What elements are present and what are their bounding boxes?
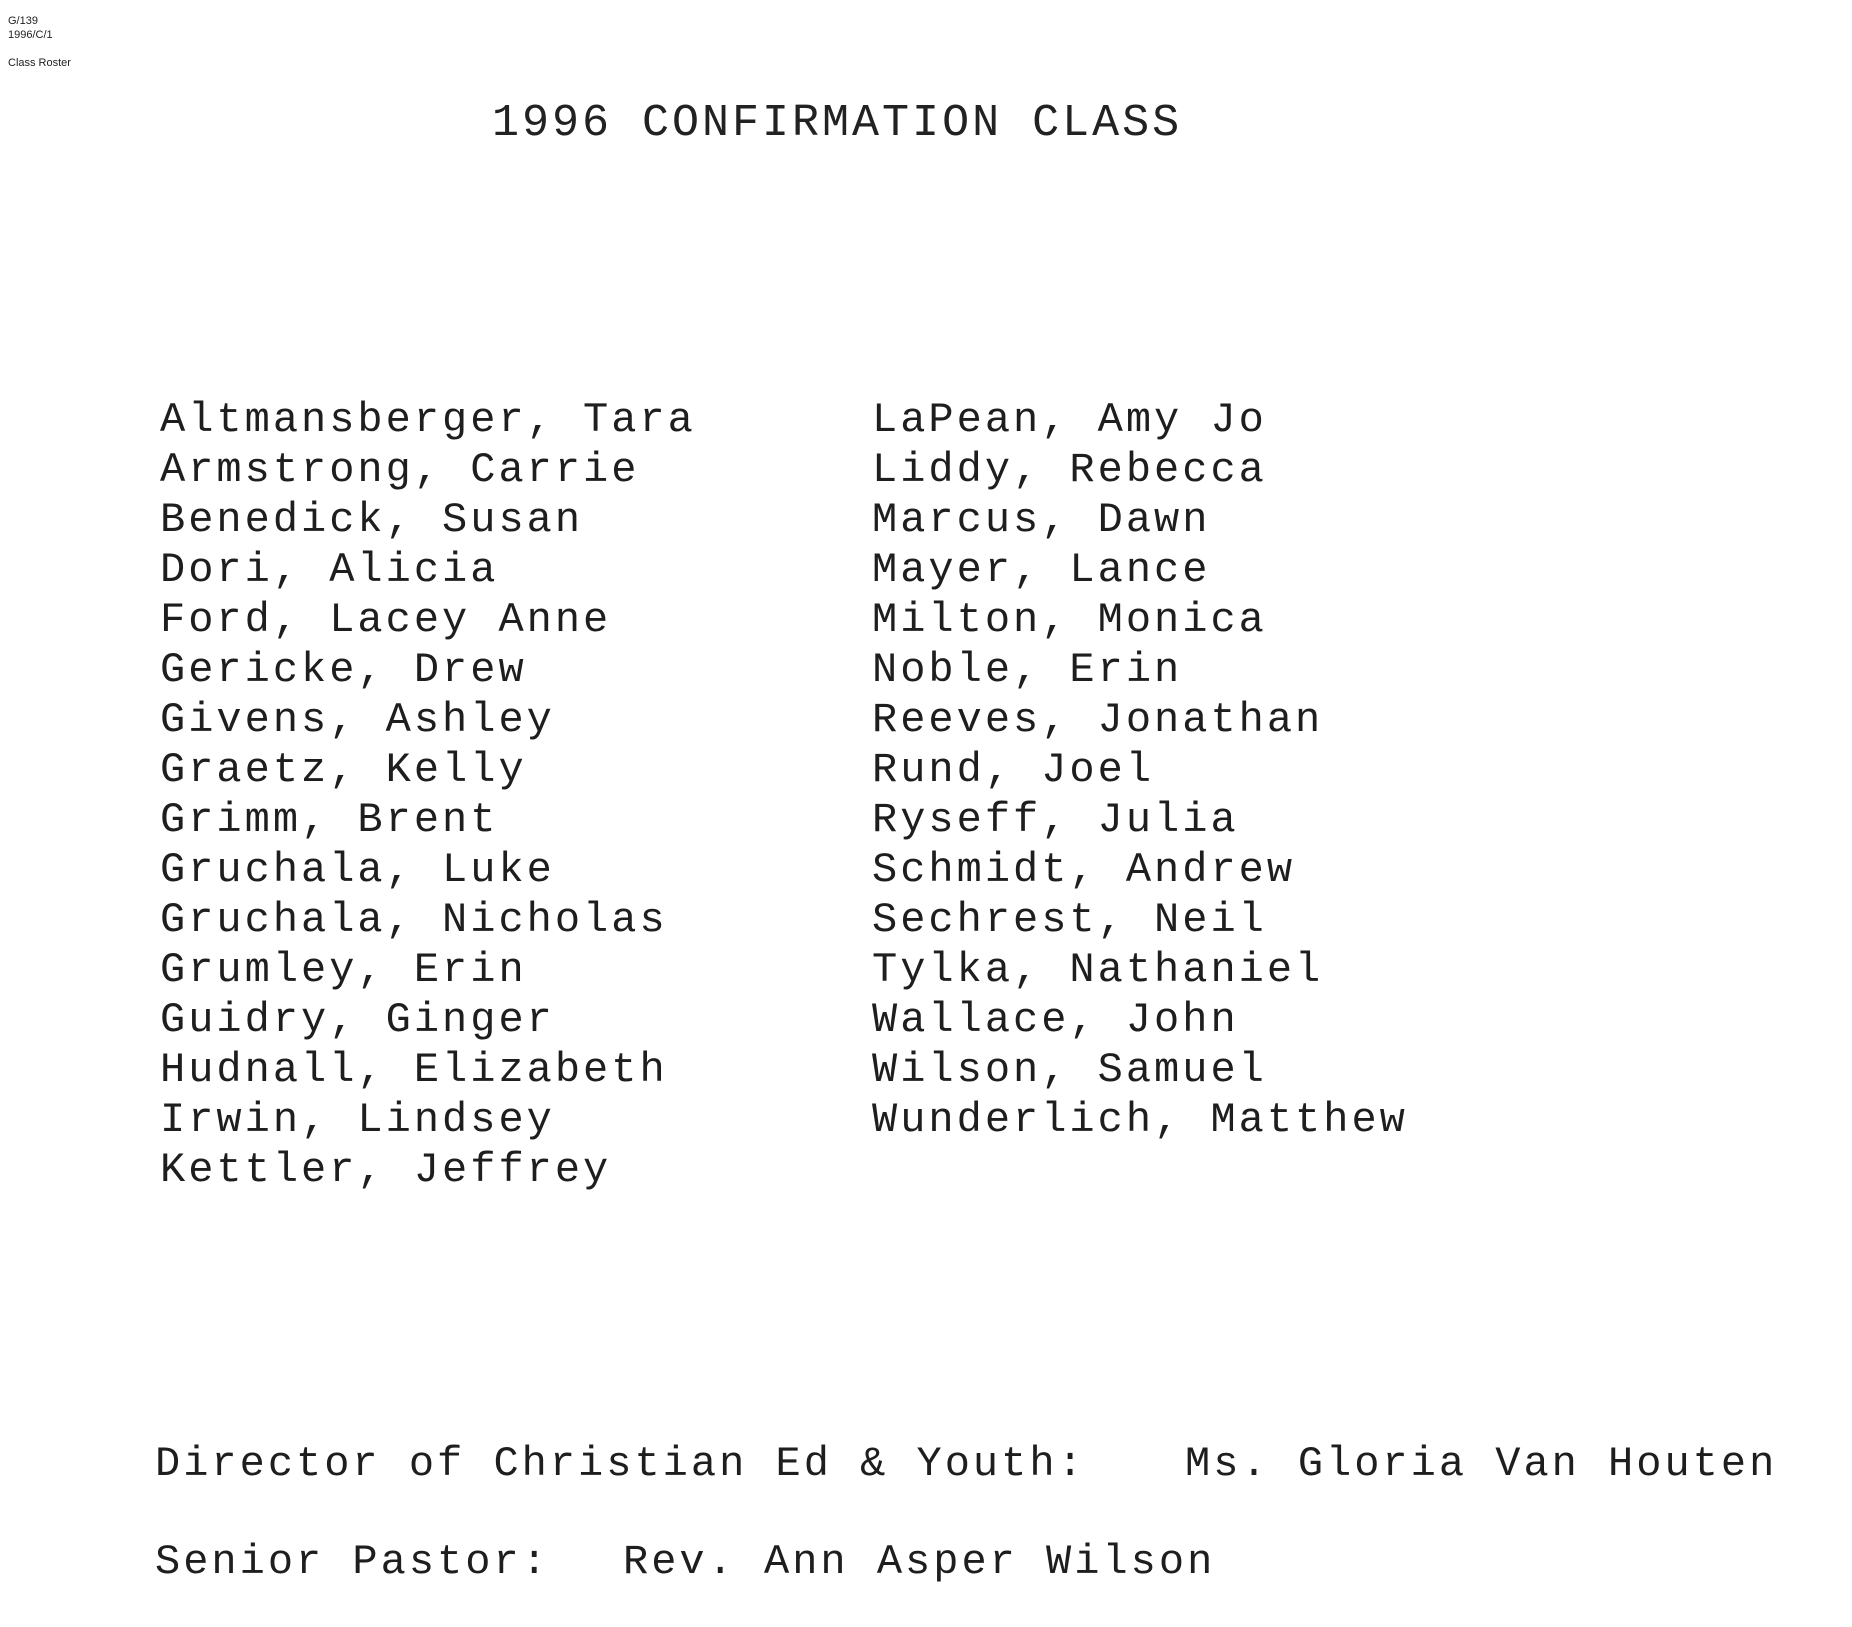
roster-name: Grumley, Erin — [160, 946, 527, 994]
page-title: 1996 CONFIRMATION CLASS — [492, 98, 1183, 149]
director-role: Director of Christian Ed & Youth: — [155, 1440, 1086, 1488]
roster-name: Ford, Lacey Anne — [160, 596, 612, 644]
archive-label: Class Roster — [8, 57, 71, 69]
roster-name: Kettler, Jeffrey — [160, 1146, 612, 1194]
roster-name: Dori, Alicia — [160, 546, 499, 594]
roster-name: Ryseff, Julia — [872, 796, 1239, 844]
roster-right-column — [872, 395, 1408, 1145]
roster-name: Guidry, Ginger — [160, 996, 555, 1044]
roster-name: Rund, Joel — [872, 746, 1155, 794]
roster-name: Grimm, Brent — [160, 796, 499, 844]
roster-left-column — [160, 395, 696, 1195]
roster-name: Tylka, Nathaniel — [872, 946, 1324, 994]
roster-name: LaPean, Amy Jo — [872, 396, 1267, 444]
roster-name: Graetz, Kelly — [160, 746, 527, 794]
roster-name: Wilson, Samuel — [872, 1046, 1267, 1094]
roster-name: Givens, Ashley — [160, 696, 555, 744]
roster-name: Noble, Erin — [872, 646, 1183, 694]
roster-name: Marcus, Dawn — [872, 496, 1211, 544]
pastor-role: Senior Pastor: — [155, 1538, 550, 1586]
archive-spacer — [8, 42, 71, 56]
roster-name: Milton, Monica — [872, 596, 1267, 644]
roster-name: Altmansberger, Tara — [160, 396, 696, 444]
roster-name: Gericke, Drew — [160, 646, 527, 694]
archive-reference — [8, 14, 71, 70]
roster-name: Schmidt, Andrew — [872, 846, 1296, 894]
roster-name: Mayer, Lance — [872, 546, 1211, 594]
archive-ref-line-1: G/139 — [8, 15, 38, 27]
roster-name: Wallace, John — [872, 996, 1239, 1044]
director-name: Ms. Gloria Van Houten — [1185, 1440, 1778, 1488]
roster-name: Gruchala, Nicholas — [160, 896, 668, 944]
pastor-name: Rev. Ann Asper Wilson — [623, 1538, 1216, 1586]
roster-name: Benedick, Susan — [160, 496, 584, 544]
roster-name: Wunderlich, Matthew — [872, 1096, 1408, 1144]
pastor-line — [155, 1538, 1216, 1586]
roster-name: Armstrong, Carrie — [160, 446, 640, 494]
roster-name: Reeves, Jonathan — [872, 696, 1324, 744]
roster-name: Hudnall, Elizabeth — [160, 1046, 668, 1094]
director-line — [155, 1440, 1778, 1488]
roster-name: Liddy, Rebecca — [872, 446, 1267, 494]
roster-name: Sechrest, Neil — [872, 896, 1267, 944]
roster-name: Gruchala, Luke — [160, 846, 555, 894]
archive-ref-line-2: 1996/C/1 — [8, 29, 53, 41]
roster-name: Irwin, Lindsey — [160, 1096, 555, 1144]
